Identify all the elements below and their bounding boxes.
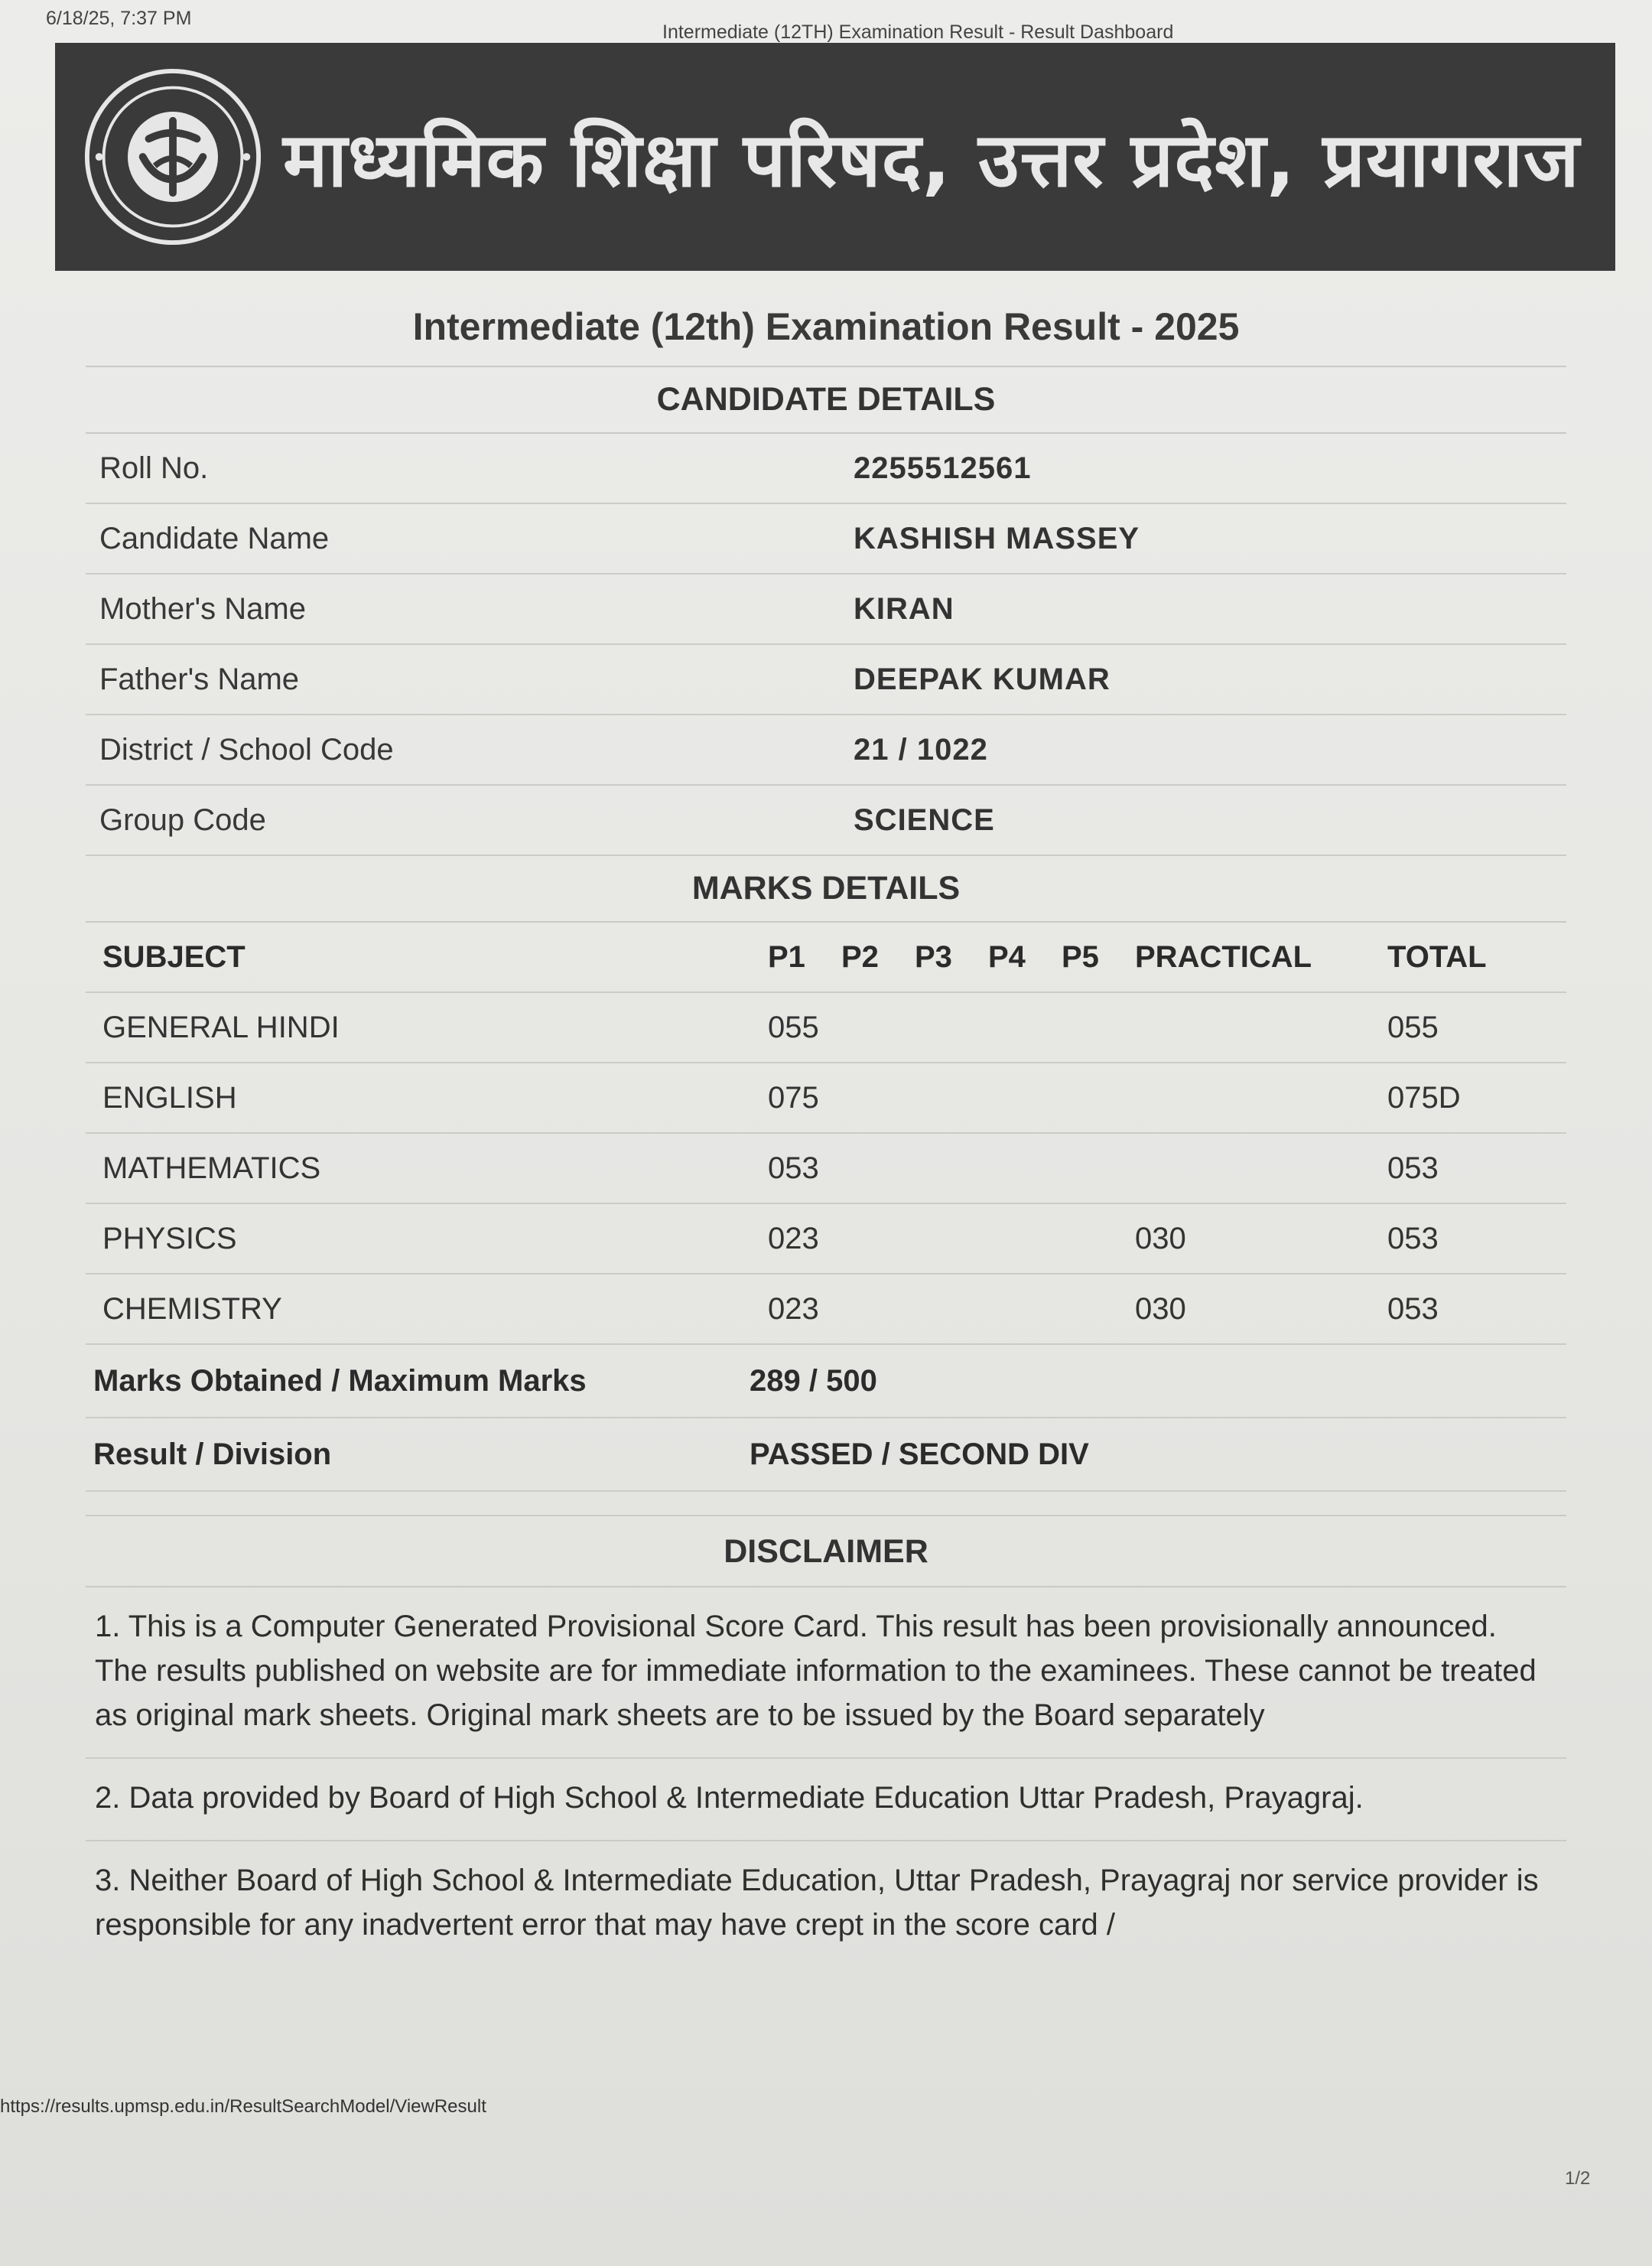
marks-obtained-row <box>86 1345 1566 1418</box>
subject-name: CHEMISTRY <box>102 1291 282 1326</box>
print-page-title: Intermediate (12TH) Examination Result - Result Dashboard <box>662 21 1174 43</box>
disclaimer-item-3: 3. Neither Board of High School & Intermediate Education, Uttar Pradesh, Prayagraj nor service provider is responsible for any inadvertent error that may have crept in the score card / <box>95 1864 1539 1942</box>
candidate-details-heading: CANDIDATE DETAILS <box>86 366 1566 434</box>
column-header: P2 <box>841 939 879 974</box>
candidate-row-mother <box>86 575 1566 645</box>
marks-details-heading: MARKS DETAILS <box>86 856 1566 923</box>
column-header: TOTAL <box>1387 939 1487 974</box>
result-content <box>86 291 1566 1967</box>
candidate-row-group <box>86 786 1566 856</box>
candidate-row-district <box>86 715 1566 786</box>
table-row <box>86 1063 1566 1134</box>
disclaimer-item-1: 1. This is a Computer Generated Provisional Score Card. This result has been provisionally announced. The results published on website are for immediate information to the examinees. These cannot be treated as original mark sheets. Original mark sheets are to be issued by the Board separately <box>86 1587 1566 1759</box>
marks-obtained-value: 289 / 500 <box>750 1363 877 1398</box>
marks-table <box>86 923 1566 1492</box>
field-label: Group Code <box>99 803 266 837</box>
column-header: P4 <box>988 939 1026 974</box>
total-mark: 053 <box>1387 1221 1439 1255</box>
field-label: District / School Code <box>99 732 394 767</box>
table-row <box>86 993 1566 1063</box>
total-mark: 075D <box>1387 1080 1461 1115</box>
p1-mark: 023 <box>768 1291 819 1326</box>
exam-title: Intermediate (12th) Examination Result - 2025 <box>412 305 1240 348</box>
subject-name: MATHEMATICS <box>102 1151 321 1185</box>
upmsp-emblem-icon <box>83 67 263 247</box>
candidate-details-table <box>86 434 1566 856</box>
p1-mark: 055 <box>768 1010 819 1044</box>
p1-mark: 023 <box>768 1221 819 1255</box>
total-mark: 053 <box>1387 1151 1439 1185</box>
table-row <box>86 1275 1566 1345</box>
disclaimer-heading: DISCLAIMER <box>86 1515 1566 1587</box>
total-mark: 053 <box>1387 1291 1439 1326</box>
result-division-value: PASSED / SECOND DIV <box>750 1437 1089 1471</box>
board-title: माध्यमिक शिक्षा परिषद, उत्तर प्रदेश, प्रयागराज <box>283 117 1580 204</box>
print-date: 6/18/25, 7:37 PM <box>46 8 192 29</box>
field-label: Roll No. <box>99 451 209 485</box>
column-header: SUBJECT <box>102 939 246 974</box>
column-header: P5 <box>1062 939 1099 974</box>
mother-name: KIRAN <box>854 591 954 626</box>
table-row <box>86 1204 1566 1275</box>
column-header: P3 <box>915 939 952 974</box>
candidate-name: KASHISH MASSEY <box>854 521 1140 555</box>
subject-name: PHYSICS <box>102 1221 237 1255</box>
field-label: Mother's Name <box>99 591 306 626</box>
roll-number: 2255512561 <box>854 451 1032 485</box>
total-mark: 055 <box>1387 1010 1439 1044</box>
candidate-row-father <box>86 645 1566 715</box>
practical-mark: 030 <box>1135 1291 1186 1326</box>
p1-mark: 053 <box>768 1151 819 1185</box>
column-header: PRACTICAL <box>1135 939 1312 974</box>
field-label: Candidate Name <box>99 521 330 555</box>
candidate-row-roll <box>86 434 1566 504</box>
result-division-label: Result / Division <box>93 1437 332 1471</box>
subject-name: GENERAL HINDI <box>102 1010 340 1044</box>
candidate-row-name <box>86 504 1566 575</box>
header-banner <box>55 43 1615 271</box>
result-division-row <box>86 1418 1566 1492</box>
group-code: SCIENCE <box>854 803 995 837</box>
subject-name: ENGLISH <box>102 1080 237 1115</box>
marks-header-row <box>86 923 1566 993</box>
father-name: DEEPAK KUMAR <box>854 662 1111 696</box>
page-number: 1/2 <box>1565 2168 1591 2189</box>
table-row <box>86 1134 1566 1204</box>
p1-mark: 075 <box>768 1080 819 1115</box>
column-header: P1 <box>768 939 805 974</box>
page-url: https://results.upmsp.edu.in/ResultSearchModel/ViewResult <box>0 2096 486 2117</box>
disclaimer-item-2: 2. Data provided by Board of High School & Intermediate Education Uttar Pradesh, Prayagraj. <box>86 1759 1566 1841</box>
district-school-code: 21 / 1022 <box>854 732 988 767</box>
field-label: Father's Name <box>99 662 300 696</box>
marks-obtained-label: Marks Obtained / Maximum Marks <box>93 1363 587 1398</box>
practical-mark: 030 <box>1135 1221 1186 1255</box>
